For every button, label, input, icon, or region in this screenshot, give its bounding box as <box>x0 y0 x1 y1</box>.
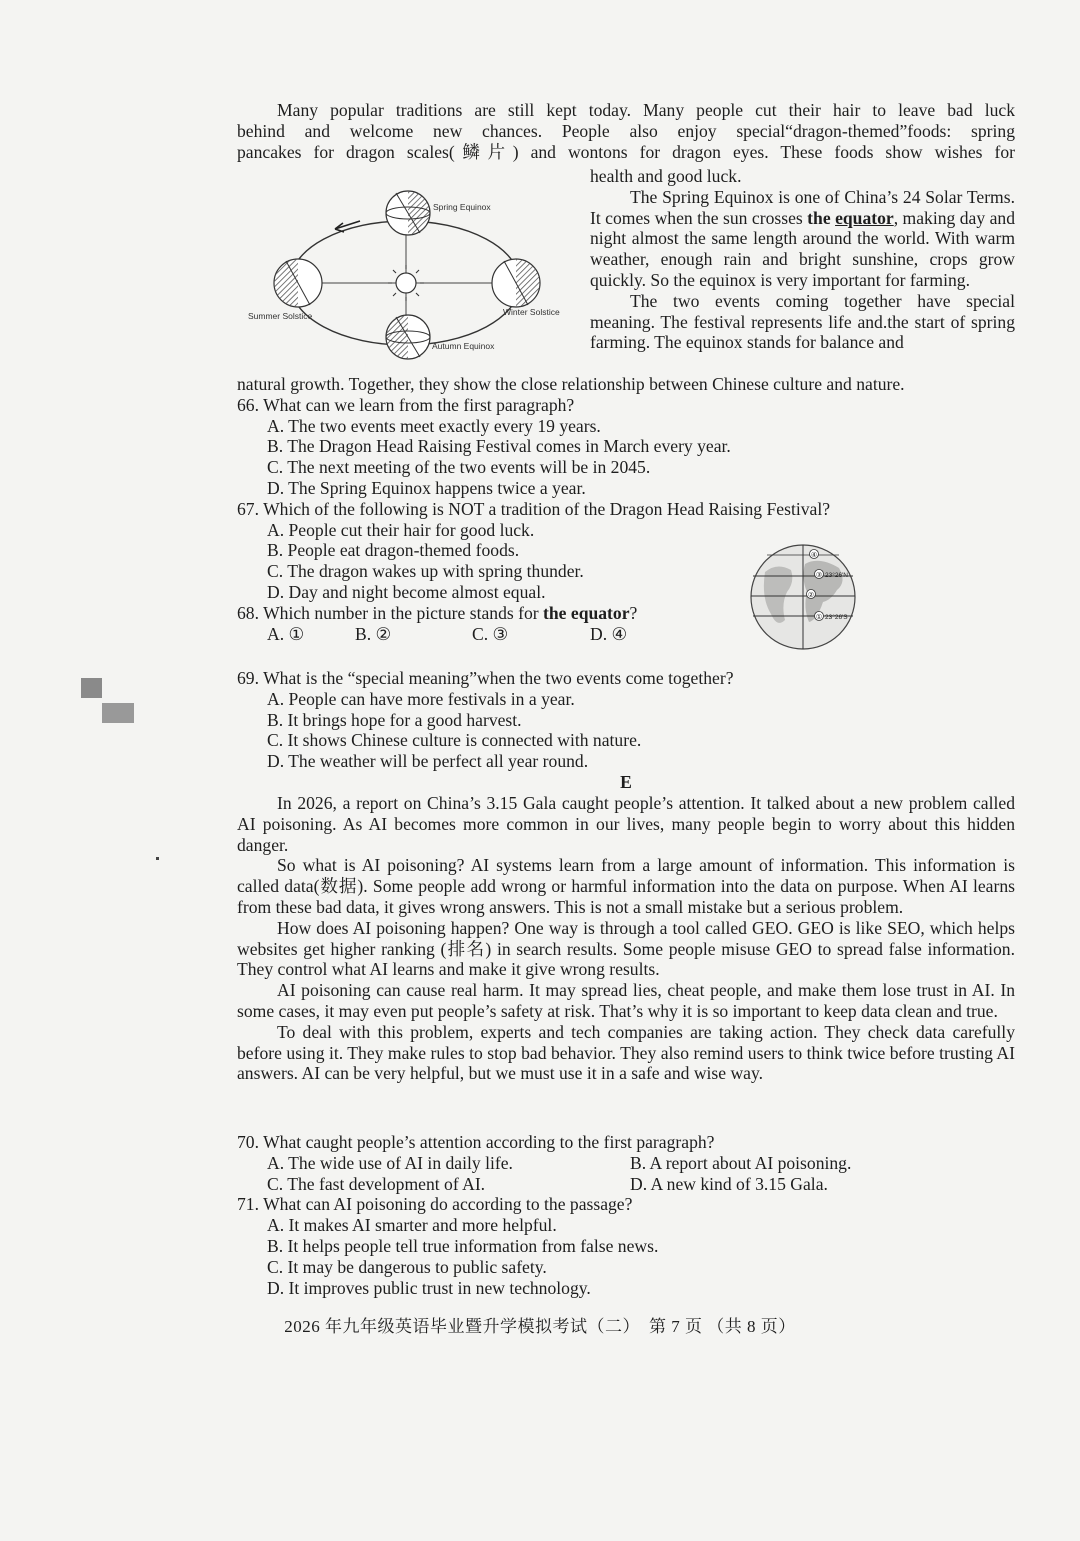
q70-option-b[interactable]: B. A report about AI poisoning. <box>630 1152 852 1173</box>
q66-option-d[interactable]: D. The Spring Equinox happens twice a year. <box>267 477 586 498</box>
para1-line2: behind and welcome new chances. People also enjoy special“dragon-themed”foods: spring <box>237 120 1015 141</box>
passage-e-p2: So what is AI poisoning? AI systems learn from a large amount of information. This information is called data(数据). Some people add wrong or harmful information into the data on purpose. When AI learns from these bad data, it gives wrong answers. This is not a small mistake but a serious problem. <box>237 855 1015 917</box>
para2-after: , making day and night almost the same length around the world. With warm weather, enough rain and bright sunshine, crops grow quickly. So the equinox is very important for farming. <box>590 207 1015 290</box>
earth-winter-icon <box>492 259 540 307</box>
passage-e <box>237 793 1015 1084</box>
label-spring-equinox: Spring Equinox <box>433 202 491 212</box>
q71-option-a[interactable]: A. It makes AI smarter and more helpful. <box>267 1215 557 1236</box>
q69-stem: 69. What is the “special meaning”when the two events come together? <box>237 668 734 688</box>
q70-option-a[interactable]: A. The wide use of AI in daily life. <box>267 1152 513 1173</box>
passage-e-p1: In 2026, a report on China’s 3.15 Gala caught people’s attention. It talked about a new problem called AI poisoning. As AI becomes more common in our lives, many people begin to worry about this hidden danger. <box>237 793 1015 855</box>
q68-option-d[interactable]: D. ④ <box>590 623 628 644</box>
globe-label-3: ③ <box>815 571 823 579</box>
para2-before: The Spring Equinox is one of China’s 24 Solar Terms. It comes when the sun crosses <box>590 186 1015 228</box>
label-summer-solstice: Summer Solstice <box>248 311 313 321</box>
passage-d-right-column <box>590 166 1015 353</box>
q70-options-row1 <box>237 1153 1015 1174</box>
q66-option-c[interactable]: C. The next meeting of the two events will be in 2045. <box>267 457 651 478</box>
q68-options <box>237 624 1015 645</box>
q68-option-c[interactable]: C. ③ <box>472 623 509 644</box>
globe-label-1: ① <box>815 613 823 621</box>
para3-end: natural growth. Together, they show the close relationship between Chinese culture and nature. <box>237 374 905 394</box>
q69-option-d[interactable]: D. The weather will be perfect all year round. <box>267 751 589 772</box>
q69-option-c[interactable]: C. It shows Chinese culture is connected with nature. <box>267 730 642 751</box>
q67-option-d[interactable]: D. Day and night become almost equal. <box>267 581 546 602</box>
para2-equator: equator <box>835 207 894 228</box>
orbit-diagram <box>240 185 585 365</box>
globe-label-4: ④ <box>810 551 818 559</box>
para1-line1: Many popular traditions are still kept today. Many people cut their hair to leave bad luck <box>277 100 1015 120</box>
q71-option-c[interactable]: C. It may be dangerous to public safety. <box>267 1256 547 1277</box>
passage-d-para1 <box>237 100 1015 162</box>
para1-line3: pancakes for dragon scales(鳞片) and wontons for dragon eyes. These foods show wishes for <box>237 141 1015 162</box>
globe-lat-north: 23°26′N <box>825 572 848 579</box>
label-winter-solstice: Winter Solstice <box>503 307 560 317</box>
earth-autumn-icon <box>386 315 430 359</box>
globe-label-2: ② <box>807 591 815 599</box>
questions-66-68 <box>237 374 1015 644</box>
para1-end: health and good luck. <box>590 166 742 186</box>
q71-option-b[interactable]: B. It helps people tell true information from false news. <box>267 1235 659 1256</box>
para2-spring-equinox <box>590 187 1015 291</box>
q71-option-d[interactable]: D. It improves public trust in new technology. <box>267 1277 591 1298</box>
para2-the: the <box>807 207 836 228</box>
q69-option-a[interactable]: A. People can have more festivals in a year. <box>267 688 575 709</box>
q71-stem: 71. What can AI poisoning do according to the passage? <box>237 1194 633 1215</box>
q67-option-c[interactable]: C. The dragon wakes up with spring thunder. <box>267 561 584 582</box>
question-69 <box>237 668 1015 793</box>
q70-options-row2 <box>237 1174 1015 1195</box>
label-autumn-equinox: Autumn Equinox <box>432 341 495 351</box>
q67-option-a[interactable]: A. People cut their hair for good luck. <box>267 519 535 540</box>
q67-option-b[interactable]: B. People eat dragon-themed foods. <box>267 540 520 561</box>
q68-stem-before: 68. Which number in the picture stands for <box>237 602 544 623</box>
earth-summer-icon <box>274 259 322 307</box>
scan-mark-1 <box>81 678 102 698</box>
q70-option-d[interactable]: D. A new kind of 3.15 Gala. <box>630 1173 828 1194</box>
section-e-heading: E <box>620 771 632 792</box>
q70-stem: 70. What caught people’s attention according to the first paragraph? <box>237 1132 715 1152</box>
q68-stem-bold: the equator <box>543 602 630 623</box>
q70-option-c[interactable]: C. The fast development of AI. <box>267 1173 486 1194</box>
page-footer: 2026 年九年级英语毕业暨升学模拟考试（二） 第 7 页 （共 8 页） <box>284 1317 796 1336</box>
q66-option-b[interactable]: B. The Dragon Head Raising Festival comes in March every year. <box>267 436 731 457</box>
scan-mark-2 <box>102 703 134 723</box>
passage-e-p4: AI poisoning can cause real harm. It may spread lies, cheat people, and make them lose trust in AI. In some cases, it may even put people’s safety at risk. That’s why it is so important to keep data clean and true. <box>237 980 1015 1021</box>
questions-70-71 <box>237 1132 1015 1298</box>
q66-option-a[interactable]: A. The two events meet exactly every 19 years. <box>267 415 601 436</box>
q68-stem <box>237 603 1015 624</box>
q69-option-b[interactable]: B. It brings hope for a good harvest. <box>267 709 522 730</box>
q68-option-b[interactable]: B. ② <box>355 623 392 644</box>
passage-e-p3: How does AI poisoning happen? One way is through a tool called GEO. GEO is like SEO, which helps websites get higher ranking (排名) in search results. Some people misuse GEO to spread false information. They control what AI learns and make it give wrong results. <box>237 917 1015 980</box>
q67-stem: 67. Which of the following is NOT a tradition of the Dragon Head Raising Festival? <box>237 498 831 519</box>
passage-e-p5: To deal with this problem, experts and tech companies are taking action. They check data carefully before using it. They make rules to stop bad behavior. They also remind users to think twice before trusting AI answers. AI can be very helpful, but we must use it in a safe and wise way. <box>237 1021 1015 1084</box>
globe-lat-south: 23°26′S <box>825 614 848 621</box>
q66-stem: 66. What can we learn from the first paragraph? <box>237 394 575 415</box>
scan-dot <box>156 857 159 860</box>
para3-meaning: The two events coming together have special meaning. The festival represents life and.the start of spring farming. The equinox stands for balance and <box>590 290 1015 353</box>
q68-stem-after: ? <box>629 602 638 623</box>
earth-spring-icon <box>386 191 430 235</box>
globe-diagram <box>747 542 859 652</box>
q68-option-a[interactable]: A. ① <box>267 623 305 644</box>
